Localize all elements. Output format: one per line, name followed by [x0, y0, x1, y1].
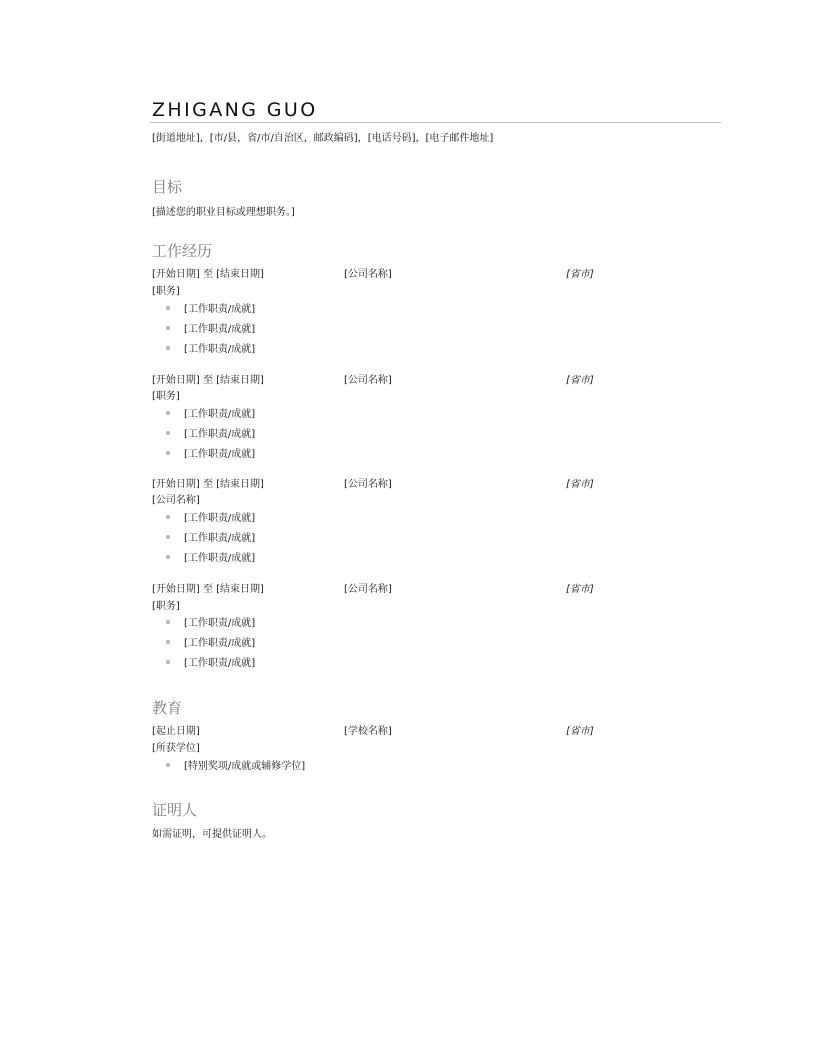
- experience-dates: [开始日期] 至 [结束日期]: [152, 269, 264, 280]
- bullet-icon: [166, 451, 170, 455]
- duty-text: [工作职责/成就]: [184, 533, 256, 544]
- list-item: [166, 340, 255, 355]
- duty-text: [工作职责/成就]: [184, 429, 256, 440]
- duty-text: [工作职责/成就]: [184, 449, 256, 460]
- duty-text: [工作职责/成就]: [184, 553, 256, 564]
- list-item: [166, 757, 305, 772]
- duty-text: [工作职责/成就]: [184, 324, 256, 335]
- bullet-icon: [166, 535, 170, 539]
- duty-text: [工作职责/成就]: [184, 409, 256, 420]
- bullet-icon: [166, 660, 170, 664]
- experience-location: [省市]: [566, 479, 594, 490]
- experience-location: [省市]: [566, 269, 594, 280]
- duty-text: [工作职责/成就]: [184, 658, 256, 669]
- list-item: [166, 634, 255, 649]
- experience-dates: [开始日期] 至 [结束日期]: [152, 375, 264, 386]
- references-text: 如需证明，可提供证明人。: [152, 829, 272, 840]
- list-item: [166, 300, 255, 315]
- education-degree: [所获学位]: [152, 743, 200, 754]
- list-item: [166, 320, 255, 335]
- bullet-icon: [166, 763, 170, 767]
- experience-location: [省市]: [566, 584, 594, 595]
- experience-title: [职务]: [152, 286, 180, 297]
- duty-text: [工作职责/成就]: [184, 304, 256, 315]
- resume-name: ZHIGANG GUO: [152, 99, 318, 121]
- bullet-icon: [166, 411, 170, 415]
- list-item: [166, 614, 255, 629]
- bullet-icon: [166, 326, 170, 330]
- list-item: [166, 549, 255, 564]
- references-heading: 证明人: [152, 801, 198, 819]
- list-item: [166, 405, 255, 420]
- duty-text: [工作职责/成就]: [184, 344, 256, 355]
- bullet-icon: [166, 515, 170, 519]
- list-item: [166, 445, 255, 460]
- experience-title: [职务]: [152, 391, 180, 402]
- duty-text: [工作职责/成就]: [184, 638, 256, 649]
- experience-title: [职务]: [152, 601, 180, 612]
- list-item: [166, 529, 255, 544]
- bullet-icon: [166, 306, 170, 310]
- experience-title: [公司名称]: [152, 495, 200, 506]
- education-heading: 教育: [152, 699, 183, 717]
- list-item: [166, 509, 255, 524]
- experience-location: [省市]: [566, 375, 594, 386]
- objective-text: [描述您的职业目标或理想职务。]: [152, 207, 295, 218]
- education-dates: [起止日期]: [152, 726, 200, 737]
- experience-company: [公司名称]: [344, 269, 392, 280]
- bullet-icon: [166, 346, 170, 350]
- duty-text: [工作职责/成就]: [184, 513, 256, 524]
- bullet-icon: [166, 555, 170, 559]
- experience-dates: [开始日期] 至 [结束日期]: [152, 479, 264, 490]
- bullet-icon: [166, 640, 170, 644]
- bullet-icon: [166, 620, 170, 624]
- education-school: [学校名称]: [344, 726, 392, 737]
- honors-text: [特别奖项/成就或辅修学位]: [184, 761, 306, 772]
- experience-company: [公司名称]: [344, 584, 392, 595]
- objective-heading: 目标: [152, 178, 183, 196]
- bullet-icon: [166, 431, 170, 435]
- experience-heading: 工作经历: [152, 242, 213, 260]
- education-location: [省市]: [566, 726, 594, 737]
- experience-dates: [开始日期] 至 [结束日期]: [152, 584, 264, 595]
- list-item: [166, 425, 255, 440]
- list-item: [166, 654, 255, 669]
- duty-text: [工作职责/成就]: [184, 618, 256, 629]
- experience-company: [公司名称]: [344, 375, 392, 386]
- header-divider: [150, 122, 721, 123]
- experience-company: [公司名称]: [344, 479, 392, 490]
- contact-info: [街道地址]，[市/县，省/市/自治区，邮政编码]，[电话号码]，[电子邮件地址]: [152, 133, 494, 144]
